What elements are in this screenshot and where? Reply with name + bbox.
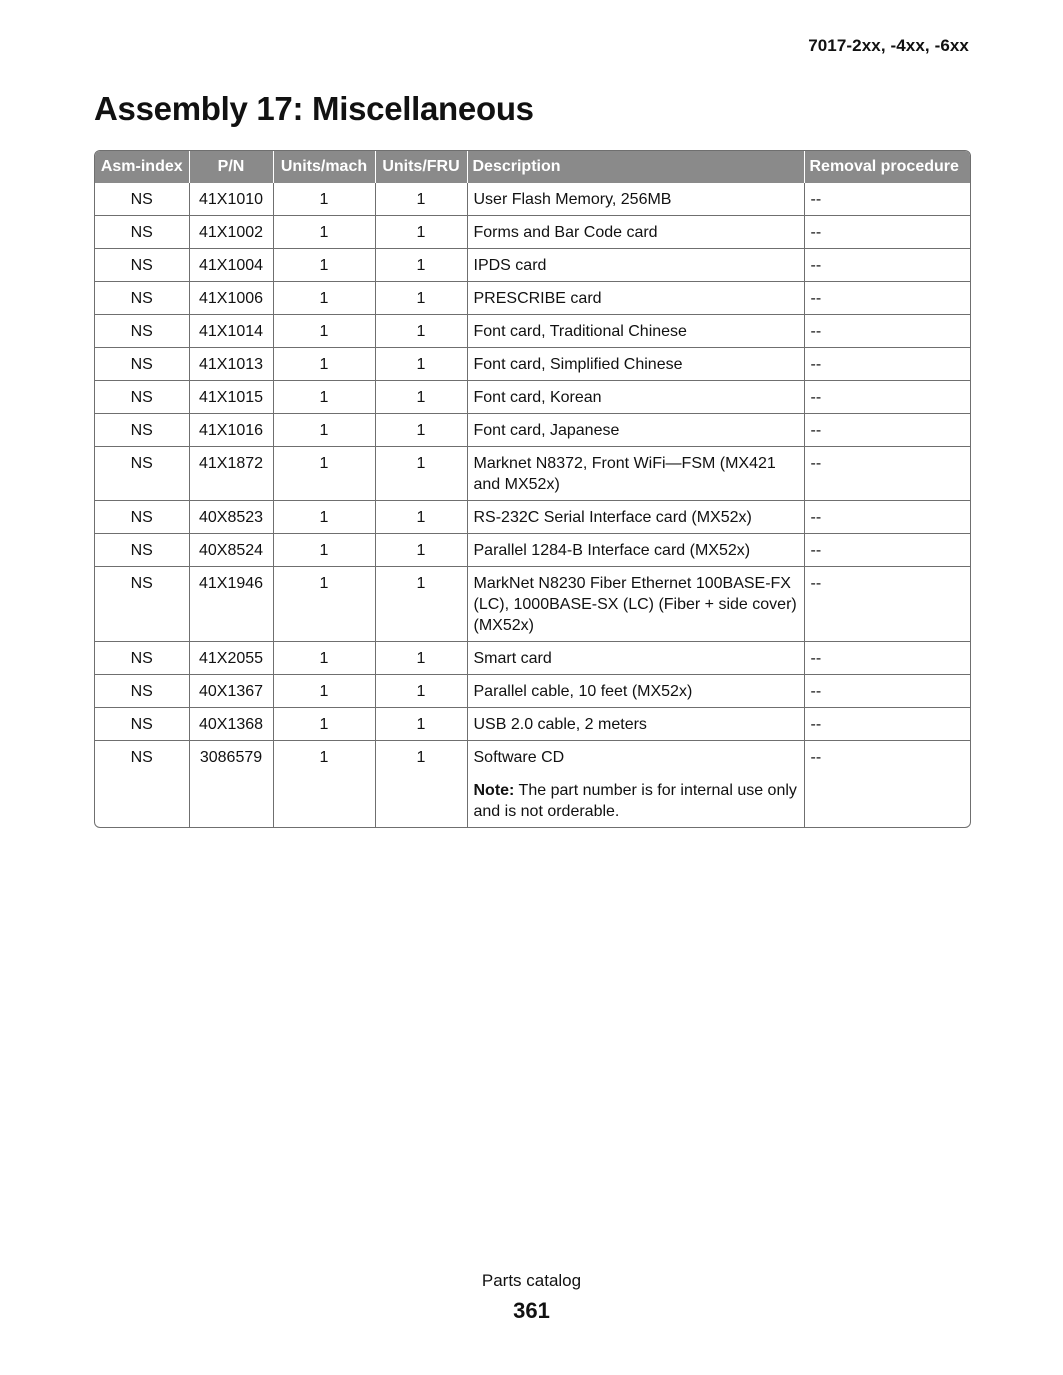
table-row (95, 315, 970, 348)
units-mach-cell: 1 (273, 675, 375, 708)
units-fru-cell: 1 (375, 708, 467, 741)
asm-index-cell: NS (95, 381, 189, 414)
units-fru-cell: 1 (375, 741, 467, 828)
units-mach-cell: 1 (273, 501, 375, 534)
column-header-description: Description (467, 151, 804, 183)
description-text: MarkNet N8230 Fiber Ethernet 100BASE-FX (LC), 1000BASE-SX (LC) (Fiber + side cover) (MX52x) (473, 575, 797, 634)
units-fru-cell: 1 (375, 414, 467, 447)
part-number-cell: 41X1016 (189, 414, 273, 447)
table-row (95, 534, 970, 567)
part-number-cell: 40X8523 (189, 501, 273, 534)
part-number-cell: 41X2055 (189, 642, 273, 675)
asm-index-cell: NS (95, 642, 189, 675)
description-text: Font card, Traditional Chinese (473, 323, 687, 340)
removal-procedure-cell: -- (804, 381, 970, 414)
units-fru-cell: 1 (375, 249, 467, 282)
removal-procedure-cell: -- (804, 414, 970, 447)
units-fru-cell: 1 (375, 501, 467, 534)
description-text: User Flash Memory, 256MB (473, 191, 672, 208)
units-mach-cell: 1 (273, 315, 375, 348)
column-header-asm-index: Asm-index (95, 151, 189, 183)
part-number-cell: 41X1946 (189, 567, 273, 642)
units-mach-cell: 1 (273, 282, 375, 315)
part-number-cell: 41X1015 (189, 381, 273, 414)
removal-procedure-cell: -- (804, 501, 970, 534)
removal-procedure-cell: -- (804, 315, 970, 348)
removal-procedure-cell: -- (804, 534, 970, 567)
description-text: RS-232C Serial Interface card (MX52x) (473, 509, 752, 526)
asm-index-cell: NS (95, 675, 189, 708)
note-text: The part number is for internal use only and is not orderable. (473, 782, 797, 820)
removal-procedure-cell: -- (804, 282, 970, 315)
units-mach-cell: 1 (273, 381, 375, 414)
part-number-cell: 40X8524 (189, 534, 273, 567)
units-mach-cell: 1 (273, 741, 375, 828)
description-cell (467, 567, 804, 642)
description-cell (467, 315, 804, 348)
column-header-removal-procedure: Removal procedure (804, 151, 970, 183)
removal-procedure-cell: -- (804, 567, 970, 642)
description-text: Forms and Bar Code card (473, 224, 658, 241)
table-row (95, 381, 970, 414)
asm-index-cell: NS (130, 191, 153, 208)
description-cell (467, 414, 804, 447)
description-text: PRESCRIBE card (473, 290, 602, 307)
asm-index-cell: NS (95, 741, 189, 828)
part-number-cell: 41X1013 (189, 348, 273, 381)
description-cell (467, 534, 804, 567)
removal-procedure-cell: -- (804, 183, 970, 216)
note-label: Note: (473, 782, 515, 799)
table-row (95, 414, 970, 447)
description-text: Font card, Japanese (473, 422, 620, 439)
asm-index-cell: NS (95, 315, 189, 348)
part-number-cell: 41X1002 (189, 216, 273, 249)
description-cell (467, 183, 804, 216)
units-fru-cell: 1 (375, 447, 467, 501)
units-mach-cell: 1 (273, 348, 375, 381)
part-number-cell: 40X1367 (189, 675, 273, 708)
units-fru-cell: 1 (375, 282, 467, 315)
asm-index-cell: NS (95, 501, 189, 534)
table-body (95, 183, 970, 827)
description-cell (467, 501, 804, 534)
description-cell (467, 282, 804, 315)
table-row (95, 447, 970, 501)
units-mach-cell: 1 (273, 567, 375, 642)
units-mach-cell: 1 (273, 708, 375, 741)
table-row (95, 249, 970, 282)
table-row (95, 348, 970, 381)
removal-procedure-cell: -- (804, 642, 970, 675)
description-text: Parallel 1284-B Interface card (MX52x) (473, 542, 751, 559)
table-row (95, 741, 970, 828)
model-header: 7017-2xx, -4xx, -6xx (808, 36, 969, 55)
part-number-cell: 41X1010 (189, 183, 273, 216)
units-fru-cell: 1 (375, 675, 467, 708)
removal-procedure-cell: -- (804, 675, 970, 708)
column-header-units-mach: Units/mach (273, 151, 375, 183)
asm-index-cell: NS (95, 216, 189, 249)
part-number-cell: 3086579 (189, 741, 273, 828)
table-row (95, 282, 970, 315)
asm-index-cell: NS (95, 348, 189, 381)
table-row (95, 642, 970, 675)
description-text: IPDS card (473, 257, 547, 274)
asm-index-cell: NS (95, 414, 189, 447)
parts-table-container (94, 150, 971, 828)
table-header-row (95, 151, 970, 183)
removal-procedure-cell: -- (804, 447, 970, 501)
description-cell (467, 447, 804, 501)
removal-procedure-cell: -- (804, 249, 970, 282)
description-cell (467, 249, 804, 282)
asm-index-cell: NS (95, 567, 189, 642)
asm-index-cell: NS (95, 708, 189, 741)
removal-procedure-cell: -- (804, 708, 970, 741)
units-fru-cell: 1 (375, 567, 467, 642)
units-mach-cell: 1 (273, 534, 375, 567)
asm-index-cell: NS (95, 282, 189, 315)
units-fru-cell: 1 (375, 348, 467, 381)
page-title: Assembly 17: Miscellaneous (94, 90, 534, 127)
units-mach-cell: 1 (273, 414, 375, 447)
asm-index-cell: NS (95, 447, 189, 501)
table-row (95, 675, 970, 708)
description-text: Font card, Simplified Chinese (473, 356, 683, 373)
part-number-cell: 41X1006 (189, 282, 273, 315)
table-row (95, 501, 970, 534)
note (474, 780, 798, 822)
description-text: Parallel cable, 10 feet (MX52x) (473, 683, 693, 700)
description-text: Marknet N8372, Front WiFi—FSM (MX421 and MX52x) (473, 455, 776, 493)
removal-procedure-cell: -- (804, 348, 970, 381)
asm-index-cell: NS (95, 249, 189, 282)
removal-procedure-cell: -- (804, 216, 970, 249)
description-text: Software CD (473, 749, 565, 766)
description-cell (467, 708, 804, 741)
table-row (95, 183, 970, 216)
units-mach-cell: 1 (273, 447, 375, 501)
part-number-cell: 41X1014 (189, 315, 273, 348)
description-text: Smart card (473, 650, 552, 667)
units-fru-cell: 1 (375, 534, 467, 567)
description-cell (467, 216, 804, 249)
description-text: Font card, Korean (473, 389, 602, 406)
table-row (95, 216, 970, 249)
description-text: USB 2.0 cable, 2 meters (473, 716, 647, 733)
page-number: 361 (513, 1298, 550, 1323)
units-mach-cell: 1 (273, 642, 375, 675)
table-row (95, 567, 970, 642)
description-cell (467, 348, 804, 381)
asm-index-cell: NS (95, 534, 189, 567)
units-mach-cell: 1 (273, 249, 375, 282)
units-mach-cell: 1 (273, 183, 375, 216)
footer-label: Parts catalog (481, 1271, 582, 1290)
description-cell (467, 741, 804, 828)
units-fru-cell: 1 (375, 642, 467, 675)
description-cell (467, 675, 804, 708)
part-number-cell: 41X1004 (189, 249, 273, 282)
units-fru-cell: 1 (375, 315, 467, 348)
column-header-pn: P/N (189, 151, 273, 183)
table-row (95, 708, 970, 741)
part-number-cell: 40X1368 (189, 708, 273, 741)
column-header-units-fru: Units/FRU (375, 151, 467, 183)
removal-procedure-cell: -- (804, 741, 970, 828)
description-cell (467, 381, 804, 414)
part-number-cell: 41X1872 (189, 447, 273, 501)
units-fru-cell: 1 (375, 381, 467, 414)
units-mach-cell: 1 (273, 216, 375, 249)
units-fru-cell: 1 (375, 216, 467, 249)
units-fru-cell: 1 (375, 183, 467, 216)
parts-table (95, 151, 970, 827)
description-cell (467, 642, 804, 675)
